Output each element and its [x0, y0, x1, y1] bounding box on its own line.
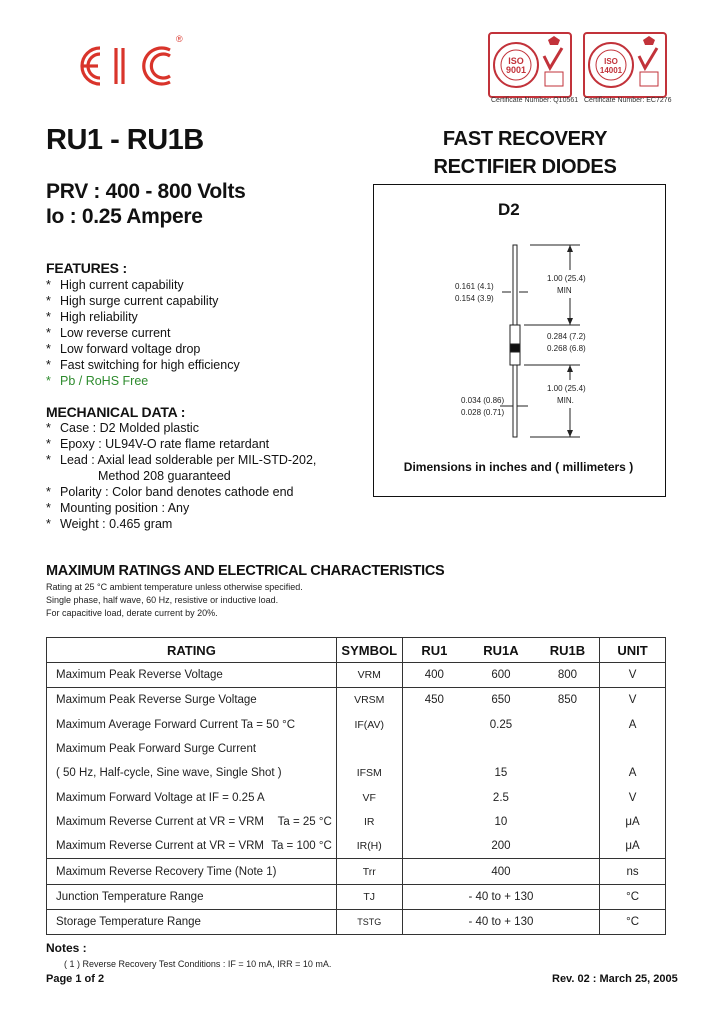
table-row: Maximum Average Forward Current Ta = 50 °C IF(AV) 0.25 A	[47, 713, 666, 737]
list-item: * High surge current capability	[46, 294, 219, 308]
table-row: Maximum Forward Voltage at IF = 0.25 A VF 2.5 V	[47, 785, 666, 809]
header-unit: UNIT	[600, 638, 666, 663]
product-title-line-2: RECTIFIER DIODES	[433, 156, 617, 178]
rating-condition-2: Single phase, half wave, 60 Hz, resistive or inductive load.	[46, 595, 279, 605]
dim-lead-len-bot-min: MIN.	[557, 396, 574, 405]
list-item: * Weight : 0.465 gram	[46, 517, 173, 531]
features-list	[46, 277, 240, 389]
features-heading: FEATURES :	[46, 260, 127, 276]
package-name: D2	[498, 200, 520, 219]
header-ru1a: RU1A	[466, 638, 536, 663]
revision-date: Rev. 02 : March 25, 2005	[552, 973, 678, 985]
dim-lead-dia-min: 0.154 (3.9)	[455, 294, 494, 303]
dim-lead-dia-max: 0.161 (4.1)	[455, 282, 494, 291]
list-item: * Polarity : Color band denotes cathode end	[46, 485, 294, 499]
table-row: ( 50 Hz, Half-cycle, Sine wave, Single Shot ) IFSM 15 A	[47, 761, 666, 785]
rating-condition-3: For capacitive load, derate current by 20%.	[46, 608, 218, 618]
iso14001-badge-text: ISO 14001	[599, 57, 623, 75]
registered-mark: ®	[176, 34, 183, 44]
ratings-heading: MAXIMUM RATINGS AND ELECTRICAL CHARACTERISTICS	[46, 563, 445, 579]
part-number: RU1 - RU1B	[46, 124, 204, 156]
certificate-number-1: Certificate Number: Q10561	[491, 97, 579, 104]
list-item: * Fast switching for high efficiency	[46, 358, 240, 372]
dimensions-caption: Dimensions in inches and ( millimeters )	[403, 460, 634, 474]
table-row: Maximum Reverse Recovery Time (Note 1) Trr 400 ns	[47, 859, 666, 884]
list-item: * Pb / RoHS Free	[46, 374, 149, 388]
header-ru1b: RU1B	[536, 638, 600, 663]
list-item: * Low reverse current	[46, 326, 171, 340]
iso9001-certificate-badge	[488, 32, 572, 98]
dim-wire-max: 0.034 (0.86)	[461, 396, 505, 405]
page-number: Page 1 of 2	[46, 973, 105, 985]
table-row: Maximum Peak Reverse Surge Voltage VRSM 450 650 850 V	[47, 688, 666, 713]
mechanical-heading: MECHANICAL DATA :	[46, 404, 186, 420]
table-row: Storage Temperature Range TSTG - 40 to + 130 °C	[47, 909, 666, 934]
dim-body-max: 0.284 (7.2)	[547, 332, 586, 341]
table-row: Maximum Peak Reverse Voltage VRM 400 600 800 V	[47, 663, 666, 688]
list-item: * Epoxy : UL94V-O rate flame retardant	[46, 437, 270, 451]
list-item: * Case : D2 Molded plastic	[46, 421, 199, 435]
list-item: Method 208 guaranteed	[98, 469, 231, 483]
io-spec: Io : 0.25 Ampere	[46, 205, 203, 228]
list-item: * High current capability	[46, 278, 184, 292]
rating-condition-1: Rating at 25 °C ambient temperature unless otherwise specified.	[46, 582, 303, 592]
notes-heading: Notes :	[46, 941, 87, 955]
ratings-table	[46, 637, 666, 935]
eic-logo	[66, 36, 186, 96]
mechanical-list	[46, 420, 316, 532]
note-item: ( 1 ) Reverse Recovery Test Conditions : IF = 10 mA, IRR = 10 mA.	[64, 959, 332, 969]
dim-lead-len-top: 1.00 (25.4)	[547, 274, 586, 283]
dim-lead-len-top-min: MIN	[557, 286, 572, 295]
certificate-number-2: Certificate Number: EC7276	[584, 97, 672, 104]
table-row: Junction Temperature Range TJ - 40 to + 130 °C	[47, 884, 666, 909]
product-title-line-1: FAST RECOVERY	[442, 128, 608, 150]
table-header-row	[47, 638, 666, 663]
list-item: * High reliability	[46, 310, 138, 324]
dim-lead-len-bot: 1.00 (25.4)	[547, 384, 586, 393]
table-row: Maximum Peak Forward Surge Current	[47, 737, 666, 761]
dim-wire-min: 0.028 (0.71)	[461, 408, 505, 417]
table-row: Maximum Reverse Current at VR = VRM Ta = 100 °C IR(H) 200 μA	[47, 834, 666, 859]
prv-spec: PRV : 400 - 800 Volts	[46, 180, 246, 203]
header-symbol: SYMBOL	[336, 638, 402, 663]
iso14001-certificate-badge	[583, 32, 667, 98]
header-ru1: RU1	[402, 638, 466, 663]
header-rating: RATING	[47, 638, 337, 663]
list-item: * Lead : Axial lead solderable per MIL-STD-202,	[46, 453, 317, 467]
iso9001-badge-text: ISO 9001	[505, 56, 527, 75]
list-item: * Low forward voltage drop	[46, 342, 201, 356]
dim-body-min: 0.268 (6.8)	[547, 344, 586, 353]
table-row: Maximum Reverse Current at VR = VRM Ta = 25 °C IR 10 μA	[47, 810, 666, 834]
list-item: * Mounting position : Any	[46, 501, 190, 515]
